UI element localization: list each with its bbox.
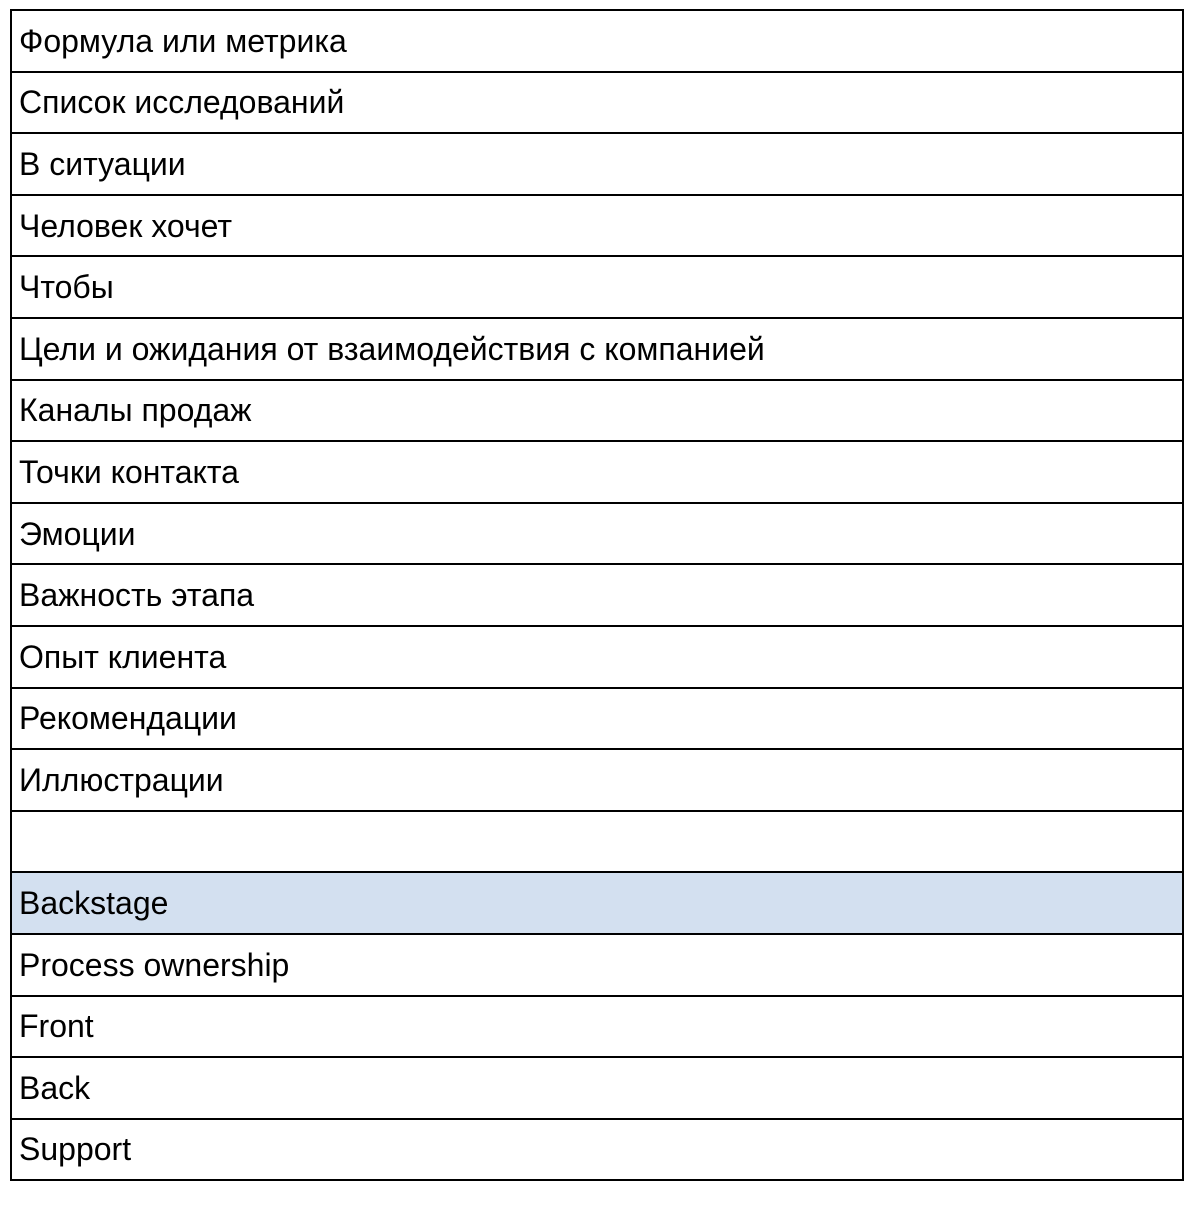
- table-cell[interactable]: Каналы продаж: [11, 380, 1183, 442]
- table-row: [11, 441, 1183, 503]
- table-cell[interactable]: Back: [11, 1057, 1183, 1119]
- table-cell[interactable]: Точки контакта: [11, 441, 1183, 503]
- table-row: [11, 503, 1183, 565]
- table-row-highlighted: [11, 872, 1183, 934]
- table-cell[interactable]: Support: [11, 1119, 1183, 1181]
- table-row: [11, 1057, 1183, 1119]
- table-cell[interactable]: Важность этапа: [11, 564, 1183, 626]
- table-cell[interactable]: Список исследований: [11, 72, 1183, 134]
- table-cell[interactable]: Опыт клиента: [11, 626, 1183, 688]
- table-cell[interactable]: Чтобы: [11, 256, 1183, 318]
- table-cell[interactable]: Цели и ожидания от взаимодействия с компанией: [11, 318, 1183, 380]
- spreadsheet-table: [10, 9, 1184, 1181]
- table-row: [11, 256, 1183, 318]
- table-row: [11, 996, 1183, 1058]
- table-row: [11, 688, 1183, 750]
- table-cell[interactable]: Эмоции: [11, 503, 1183, 565]
- table-cell-empty[interactable]: [11, 811, 1183, 873]
- table-cell[interactable]: Человек хочет: [11, 195, 1183, 257]
- table-row: [11, 72, 1183, 134]
- table-cell[interactable]: В ситуации: [11, 133, 1183, 195]
- table-row: [11, 749, 1183, 811]
- table-cell-selected[interactable]: Backstage: [11, 872, 1183, 934]
- table-row: [11, 626, 1183, 688]
- table-row: [11, 934, 1183, 996]
- table-row: [11, 1119, 1183, 1181]
- table-cell[interactable]: Process ownership: [11, 934, 1183, 996]
- table-row: [11, 318, 1183, 380]
- table-row: [11, 380, 1183, 442]
- table-cell[interactable]: Front: [11, 996, 1183, 1058]
- table-cell[interactable]: Рекомендации: [11, 688, 1183, 750]
- table-row: [11, 564, 1183, 626]
- table-row: [11, 10, 1183, 72]
- table-row: [11, 195, 1183, 257]
- table-row: [11, 133, 1183, 195]
- table-row-empty: [11, 811, 1183, 873]
- table-cell[interactable]: Иллюстрации: [11, 749, 1183, 811]
- table-cell[interactable]: Формула или метрика: [11, 10, 1183, 72]
